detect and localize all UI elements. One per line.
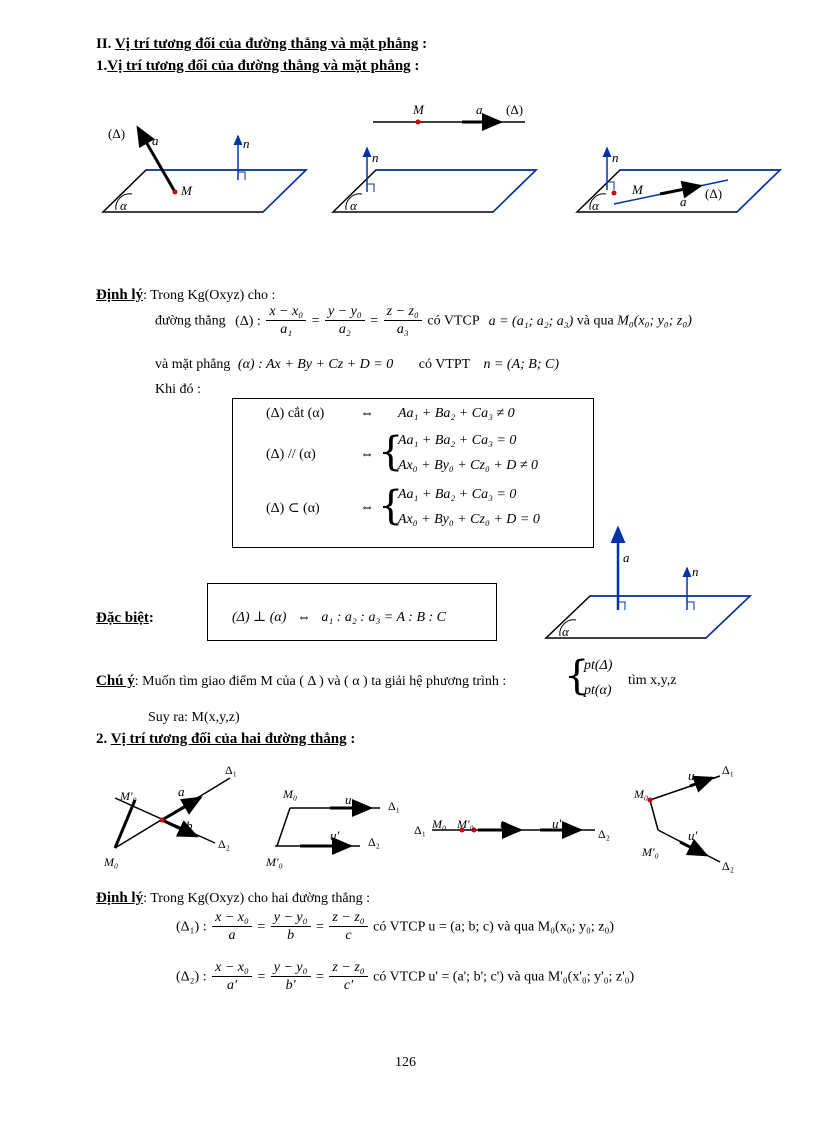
svg-text:Δ₂: Δ₂ [722, 859, 734, 873]
case-parallel-r1: Aa₁ + Ba₂ + Ca₃ = 0 [398, 433, 517, 448]
svg-text:u': u' [688, 828, 698, 843]
case-parallel-left: (Δ) // (α) [266, 447, 316, 462]
theorem-1-intro [96, 287, 275, 304]
theorem-intro: : Trong Kg(Oxyz) cho : [143, 288, 276, 303]
svg-text:u: u [500, 816, 507, 831]
system-eq-2: pt(α) [584, 683, 612, 698]
then-label: Khi đó : [155, 382, 201, 397]
section-suffix: : [418, 36, 428, 52]
system-eq-1: pt(Δ) [584, 658, 613, 673]
label-M: M [181, 183, 192, 198]
panel-intersecting [103, 763, 237, 869]
line2-equation: (Δ₂) : $\frac{\text{x − x₀}}{a'}$ = $\frac{\text{y − y₀}}{b'}$ = $\frac{\text{z − z₀}}{c'}$ có VTCP u' = (a'; b'; c') và qua M'₀(x'₀; y'₀; z'₀) [176, 960, 635, 993]
panel-skew-lines [633, 763, 734, 873]
label-alpha: α [120, 198, 127, 213]
panel-coincident-lines [414, 816, 610, 841]
panel-parallel [333, 102, 536, 213]
label-a: a [476, 102, 483, 117]
svg-text:Δ₁: Δ₁ [388, 799, 400, 813]
subsection-1-heading [96, 58, 419, 75]
figure-two-lines [0, 758, 816, 878]
label-n: n [372, 150, 379, 165]
point-M0: M₀(x₀; y₀; z₀) [617, 313, 692, 329]
svg-text:a: a [623, 550, 630, 565]
special-formula: (Δ) ⊥ (α) ⇔ a₁ : a₂ : a₃ = A : B : C [232, 610, 447, 625]
figure-perpendicular [530, 520, 780, 645]
case-parallel-r2: Ax₀ + By₀ + Cz₀ + D ≠ 0 [398, 458, 539, 473]
page-number: 126 [395, 1055, 416, 1070]
svg-text:a: a [178, 784, 185, 799]
label-delta: (Δ) [108, 126, 126, 141]
theorem-label: Định lý [96, 287, 144, 303]
frac-z: $\frac{\text{z − z₀}}{\text{a₃}}$ [384, 304, 422, 339]
svg-text:n: n [692, 564, 699, 579]
case-contained-left: (Δ) ⊂ (α) [266, 501, 320, 516]
figure-line-plane-positions [0, 90, 816, 230]
label-alpha: α [592, 198, 599, 213]
svg-text:Δ₁: Δ₁ [722, 763, 734, 777]
svg-text:u': u' [552, 816, 562, 831]
label-a: a [152, 133, 159, 148]
line1-equation: (Δ₁) : $\frac{\text{x − x₀}}{a}$ = $\frac{\text{y − y₀}}{b}$ = $\frac{\text{z − z₀}}{c}$ có VTCP u = (a; b; c) và qua M₀(x₀; y₀; z₀) [176, 910, 615, 943]
svg-text:M'₀: M'₀ [457, 817, 474, 831]
section-title: Vị trí tương đối của đường thẳng và mặt phẳng [114, 36, 419, 52]
frac-y: $\frac{\text{y − y₀}}{\text{a₂}}$ [325, 304, 365, 339]
section-heading [96, 36, 427, 53]
svg-text:M₀: M₀ [634, 787, 649, 801]
svg-text:Δ₂: Δ₂ [368, 835, 380, 849]
section-prefix: II. [96, 36, 115, 52]
svg-text:b: b [186, 818, 193, 833]
special-heading: Đặc biệt: [96, 610, 154, 626]
case-contained-r2: Ax₀ + By₀ + Cz₀ + D = 0 [398, 512, 540, 527]
label-n: n [243, 136, 250, 151]
svg-text:Δ₂: Δ₂ [218, 837, 230, 851]
svg-text:M'₀: M'₀ [642, 845, 659, 859]
sub1-suffix: : [410, 58, 420, 74]
label-delta: (Δ) [705, 186, 723, 201]
label-M: M [413, 102, 424, 117]
svg-text:u: u [688, 768, 695, 783]
plane-equation: (α) : Ax + By + Cz + D = 0 [237, 357, 394, 372]
plane-equation-row: và mặt phẳng (α) : Ax + By + Cz + D = 0 có VTPT n = (A; B; C) [155, 357, 559, 372]
label-M: M [632, 182, 643, 197]
case-cut-left: (Δ) cắt (α) [266, 406, 325, 421]
normal-vector: n = (A; B; C) [483, 357, 559, 372]
note-row: Chú ý: Muốn tìm giao điểm M của ( Δ ) và ( α ) ta giải hệ phương trình : [96, 673, 507, 689]
frac-x: $\frac{\text{x − x₀}}{\text{a₁}}$ [266, 304, 306, 339]
svg-text:Δ₁: Δ₁ [414, 823, 426, 837]
svg-text:Δ₂: Δ₂ [598, 827, 610, 841]
svg-text:α: α [562, 624, 569, 639]
case-cut-right: Aa₁ + Ba₂ + Ca₃ ≠ 0 [398, 406, 515, 421]
panel-intersect [103, 126, 306, 213]
case-contained-r1: Aa₁ + Ba₂ + Ca₃ = 0 [398, 487, 517, 502]
svg-text:M₀: M₀ [432, 817, 447, 831]
svg-text:M₀: M₀ [104, 855, 119, 869]
sub1-title: Vị trí tương đối của đường thẳng và mặt phẳng [107, 58, 411, 74]
svg-text:M'₀: M'₀ [120, 789, 137, 803]
line-equation-row: đường thẳng (Δ) : $\frac{\text{x − x₀}}{\text{a₁}}$ = $\frac{\text{y − y₀}}{\text{a₂}}$ = $\frac{\text{z − z₀}}{\text{a₃}}$ có VTCP a = (a₁; a₂; a₃) và qua M₀(x₀; y₀; z₀) [155, 304, 692, 337]
label-a: a [680, 194, 687, 209]
svg-text:u': u' [330, 828, 340, 843]
svg-text:M₀: M₀ [283, 787, 298, 801]
sub1-prefix: 1. [96, 58, 108, 74]
subsection-2-heading: 2. Vị trí tương đối của hai đường thẳng : [96, 731, 356, 747]
panel-contained [577, 148, 780, 213]
svg-text:Δ₁: Δ₁ [225, 763, 237, 777]
direction-vector: a = (a₁; a₂; a₃) [488, 313, 574, 329]
svg-text:M'₀: M'₀ [266, 855, 283, 869]
svg-text:u: u [345, 792, 352, 807]
theorem-2-intro: Định lý: Trong Kg(Oxyz) cho hai đường thẳng : [96, 890, 371, 906]
note-result: Suy ra: M(x,y,z) [148, 710, 240, 725]
label-delta: (Δ) [506, 102, 524, 117]
label-alpha: α [350, 198, 357, 213]
panel-parallel-lines [265, 787, 400, 869]
label-n: n [612, 150, 619, 165]
